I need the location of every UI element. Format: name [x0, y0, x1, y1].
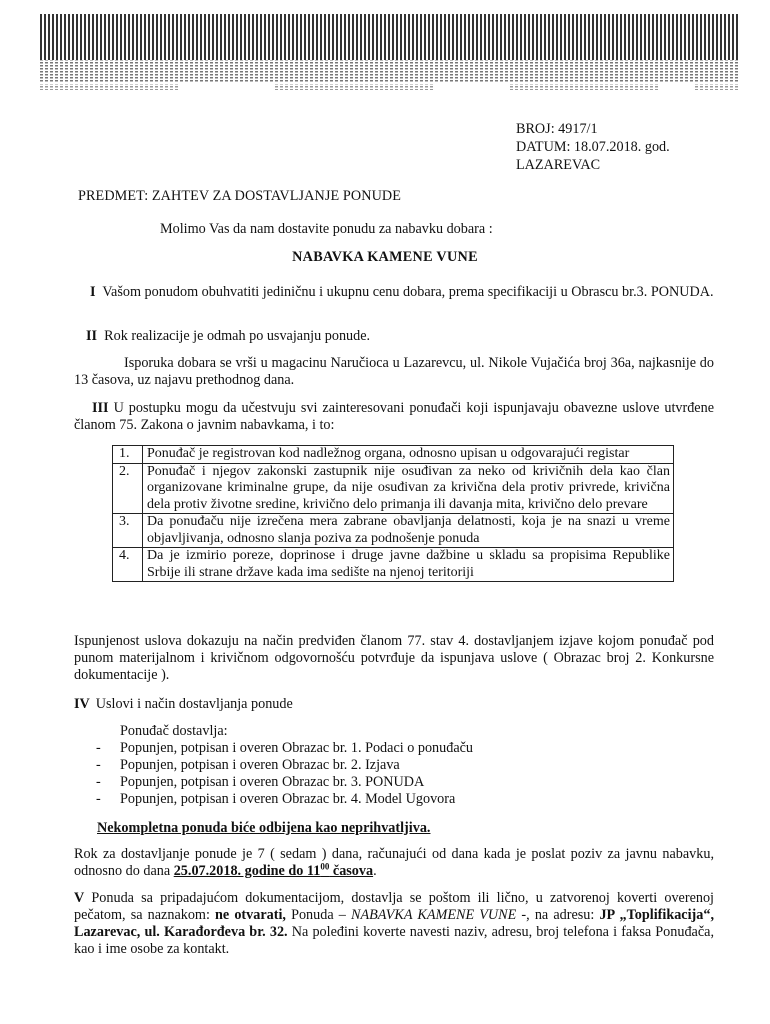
- condition-number: 3.: [113, 514, 143, 548]
- section-4: [74, 696, 293, 713]
- section-3-number: III: [92, 400, 109, 416]
- section-5-number: V: [74, 890, 85, 906]
- condition-number: 2.: [113, 463, 143, 514]
- section-1-number: I: [90, 284, 96, 300]
- document-title: NABAVKA KAMENE VUNE: [292, 249, 478, 265]
- document-header: [516, 120, 670, 174]
- section-4-number: IV: [74, 696, 90, 712]
- section-5: V Ponuda sa pripadajućom dokumentacijom, dostavlja se poštom ili lično, u zatvorenoj koverti overenoj pečatom, sa naznakom: ne otvarati, Ponuda – NABAVKA KAMENE VUNE -, na adresu: JP „Toplifikacija“, Lazarevac, ul. Karađorđeva br. 32. Na poleđini koverte navesti naziv, adresu, broj telefona i faksa Ponuđača, kao i ime osobe za kontakt.: [74, 890, 715, 957]
- deadline-text: Rok za dostavljanje ponude je 7 ( sedam ) dana, računajući od dana kada je poslat poziv za javnu nabavku, odnosno do dana 25.07.2018. godine do $11^{00}$ časova.: [74, 846, 714, 879]
- documents-label: Ponuđač dostavlja:: [120, 723, 228, 739]
- delivery-address: JP „Toplifikacija“, Lazarevac, ul. Karađorđeva br. 32.: [74, 907, 715, 940]
- document-number: BROJ: 4917/1: [516, 121, 598, 137]
- section-1-text: Vašom ponudom obuhvatiti jediničnu i ukupnu cenu dobara, prema specifikaciji u Obrascu br.3. PONUDA.: [102, 284, 714, 300]
- section-3-text: U postupku mogu da učestvuju svi zainteresovani ponuđači koji ispunjavaju obavezne uslove utvrđene članom 75. Zakona o javnim nabavkama, i to:: [74, 400, 714, 433]
- list-item: - Popunjen, potpisan i overen Obrazac br. 3. PONUDA: [96, 774, 425, 790]
- conditions-table: [112, 445, 674, 582]
- section-2: [86, 328, 370, 345]
- document-place: LAZAREVAC: [516, 157, 601, 173]
- warning-text: Nekompletna ponuda biće odbijena kao neprihvatljiva.: [97, 820, 431, 836]
- table-row: [113, 446, 674, 464]
- condition-number: 1.: [113, 446, 143, 464]
- proof-text: Ispunjenost uslova dokazuju na način predviđen članom 77. stav 4. dostavljanjem izjave kojom ponuđač pod punom materijalnom i krivičnom odgovornošću potvrđuje da ispunjava uslove ( Obrazac broj 2. Konkursne dokumentacije ).: [74, 633, 714, 683]
- list-item: - Popunjen, potpisan i overen Obrazac br. 2. Izjava: [96, 757, 400, 773]
- deadline-date: 25.07.2018. godine do $11^{00}$ časova: [173, 861, 374, 879]
- list-item: - Popunjen, potpisan i overen Obrazac br. 4. Model Ugovora: [96, 791, 456, 807]
- section-2-text: Rok realizacije je odmah po usvajanju ponude.: [104, 328, 371, 344]
- section-4-text: Uslovi i način dostavljanja ponude: [95, 696, 293, 712]
- table-row: [113, 548, 674, 582]
- section-1: [66, 284, 714, 301]
- table-row: [113, 463, 674, 514]
- intro-text: Molimo Vas da nam dostavite ponudu za nabavku dobara :: [160, 221, 493, 237]
- section-2-number: II: [86, 328, 98, 344]
- delivery-text: Isporuka dobara se vrši u magacinu Naručioca u Lazarevcu, ul. Nikole Vujačića broj 36a, najkasnije do 13 časova, uz najavu prethodnog dana.: [74, 355, 714, 388]
- condition-text: Ponuđač je registrovan kod nadležnog organa, odnosno upisan u odgovarajući registar: [143, 446, 674, 464]
- condition-text: Da je izmirio poreze, doprinose i druge javne dažbine u skladu sa propisima Republike Srbije ili strane države kada ima sedište na njenoj teritoriji: [143, 548, 674, 582]
- condition-text: Ponuđač i njegov zakonski zastupnik nije osuđivan za neko od krivičnih dela kao član organizovane kriminalne grupe, da nije osuđivan za krivična dela protiv privrede, krivična dela protiv životne sredine, krivično delo primanja ili davanja mita, krivično delo prevare: [143, 463, 674, 514]
- documents-list: [96, 740, 473, 808]
- condition-number: 4.: [113, 548, 143, 582]
- list-item: - Popunjen, potpisan i overen Obrazac br. 1. Podaci o ponuđaču: [96, 740, 474, 756]
- subject-line: PREDMET: ZAHTEV ZA DOSTAVLJANJE PONUDE: [78, 188, 402, 204]
- condition-text: Da ponuđaču nije izrečena mera zabrane obavljanja delatnosti, koja je na snazi u vreme objavljivanja, odnosno slanja poziva za podnošenje ponuda: [143, 514, 674, 548]
- letterhead-logo: [40, 14, 740, 92]
- table-row: [113, 514, 674, 548]
- document-date: DATUM: 18.07.2018. god.: [516, 139, 670, 155]
- section-3: [74, 400, 714, 434]
